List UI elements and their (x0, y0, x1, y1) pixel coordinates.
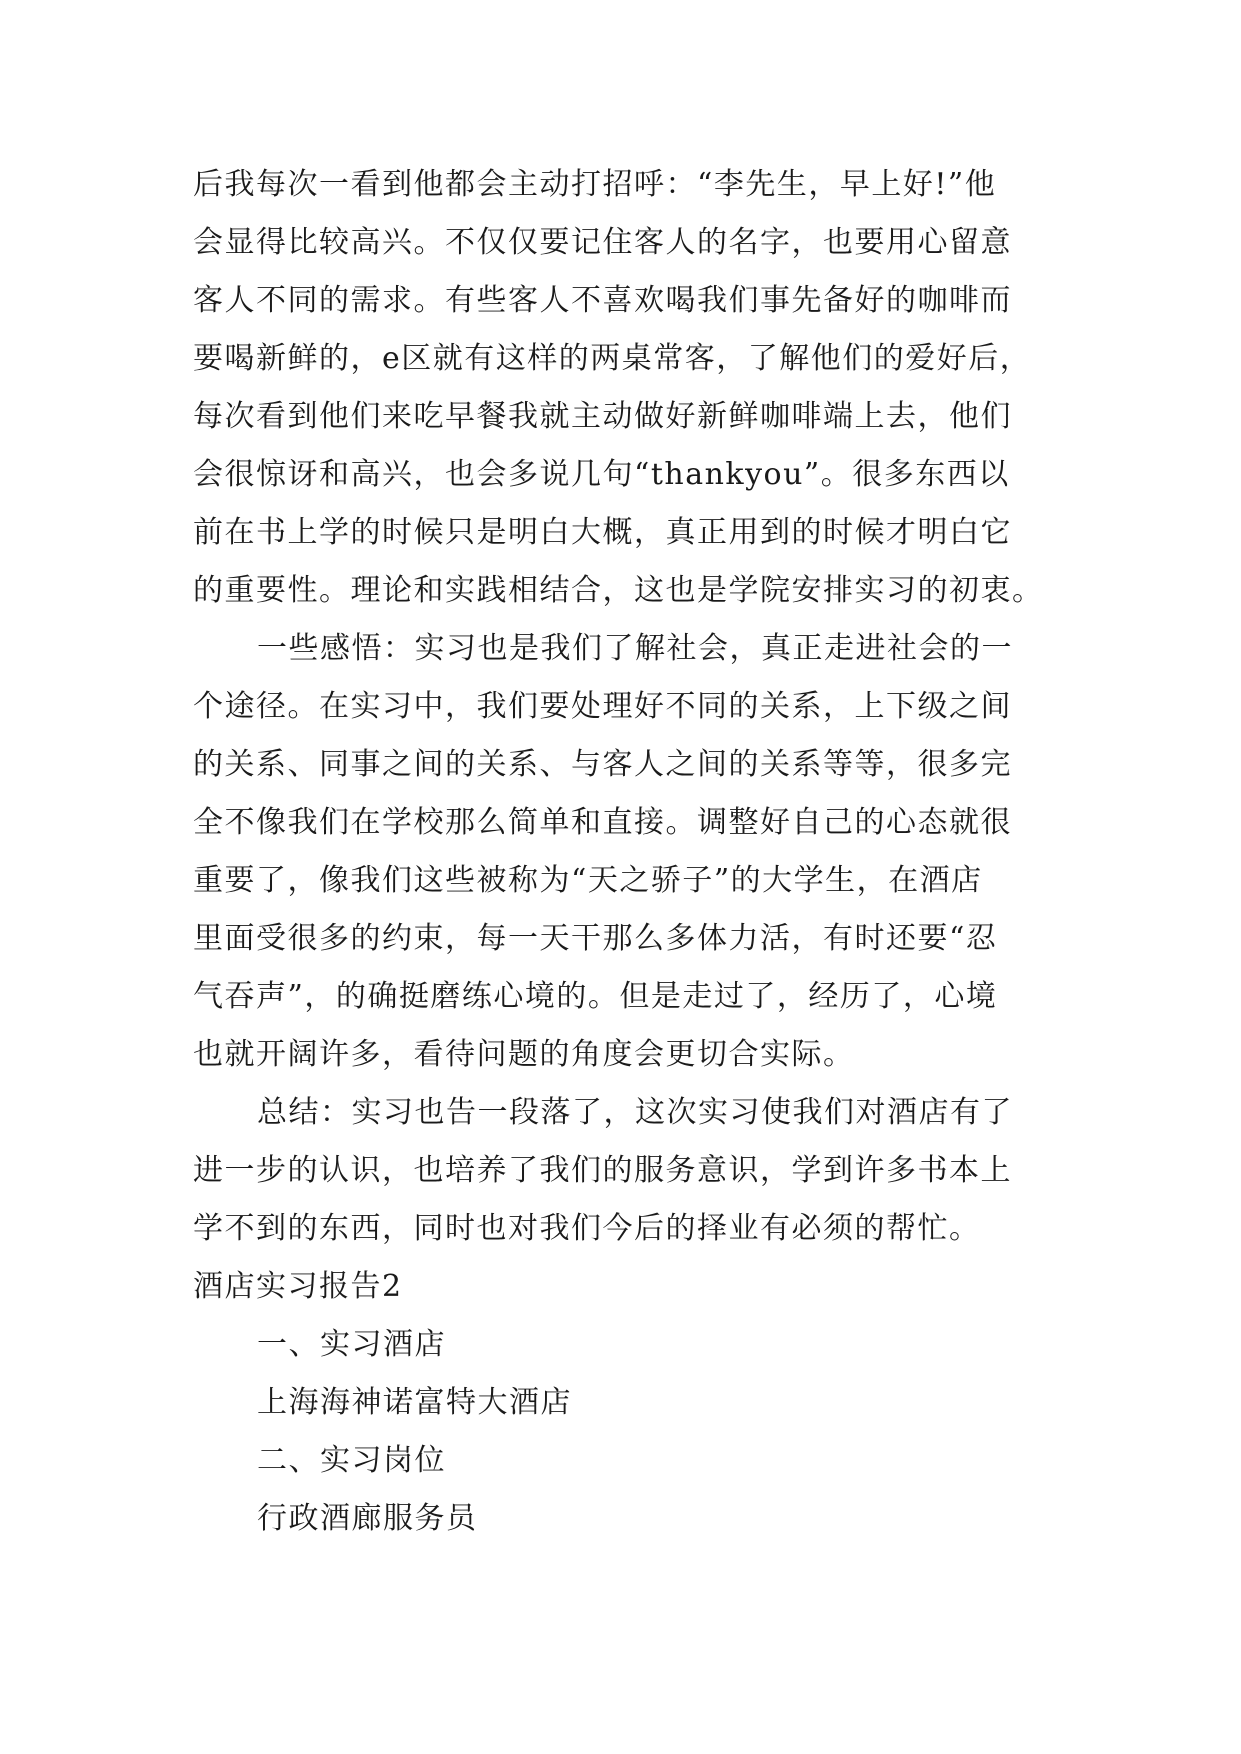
paragraph-line: 个途径。在实习中，我们要处理好不同的关系，上下级之间 (193, 689, 1012, 724)
paragraph-line: 一些感悟：实习也是我们了解社会，真正走进社会的一 (257, 631, 1013, 666)
document-body (193, 156, 1053, 1548)
paragraph-line: 前在书上学的时候只是明白大概，真正用到的时候才明白它 (193, 515, 1012, 550)
paragraph-line: 里面受很多的约束，每一天干那么多体力活，有时还要“忍 (193, 921, 998, 956)
paragraph-line: 重要了，像我们这些被称为“天之骄子”的大学生，在酒店 (193, 863, 983, 898)
paragraph-line: 进一步的认识，也培养了我们的服务意识，学到许多书本上 (193, 1153, 1012, 1188)
paragraph-line: 后我每次一看到他都会主动打招呼：“李先生，早上好!”他 (193, 167, 997, 202)
subsection-heading: 一、实习酒店 (257, 1327, 446, 1362)
paragraph-line: 全不像我们在学校那么简单和直接。调整好自己的心态就很 (193, 805, 1012, 840)
paragraph-line: 客人不同的需求。有些客人不喜欢喝我们事先备好的咖啡而 (193, 283, 1012, 318)
paragraph-line: 上海海神诺富特大酒店 (257, 1385, 572, 1420)
paragraph-line: 行政酒廊服务员 (257, 1501, 478, 1536)
paragraph-line: 总结：实习也告一段落了，这次实习使我们对酒店有了 (257, 1095, 1013, 1130)
paragraph-line: 要喝新鲜的，e区就有这样的两桌常客，了解他们的爱好后， (193, 341, 1032, 376)
subsection-heading: 二、实习岗位 (257, 1443, 446, 1478)
paragraph-line: 的重要性。理论和实践相结合，这也是学院安排实习的初衷。 (193, 573, 1044, 608)
paragraph-line: 也就开阔许多，看待问题的角度会更切合实际。 (193, 1037, 855, 1072)
paragraph-line: 的关系、同事之间的关系、与客人之间的关系等等，很多完 (193, 747, 1012, 782)
paragraph-line: 每次看到他们来吃早餐我就主动做好新鲜咖啡端上去，他们 (193, 399, 1012, 434)
paragraph-line: 气吞声”，的确挺磨练心境的。但是走过了，经历了，心境 (193, 979, 998, 1014)
section-heading: 酒店实习报告2 (193, 1269, 403, 1304)
paragraph-line: 会显得比较高兴。不仅仅要记住客人的名字，也要用心留意 (193, 225, 1012, 260)
paragraph-line: 学不到的东西，同时也对我们今后的择业有必须的帮忙。 (193, 1211, 981, 1246)
paragraph-line: 会很惊讶和高兴，也会多说几句“thankyou”。很多东西以 (193, 457, 1010, 492)
